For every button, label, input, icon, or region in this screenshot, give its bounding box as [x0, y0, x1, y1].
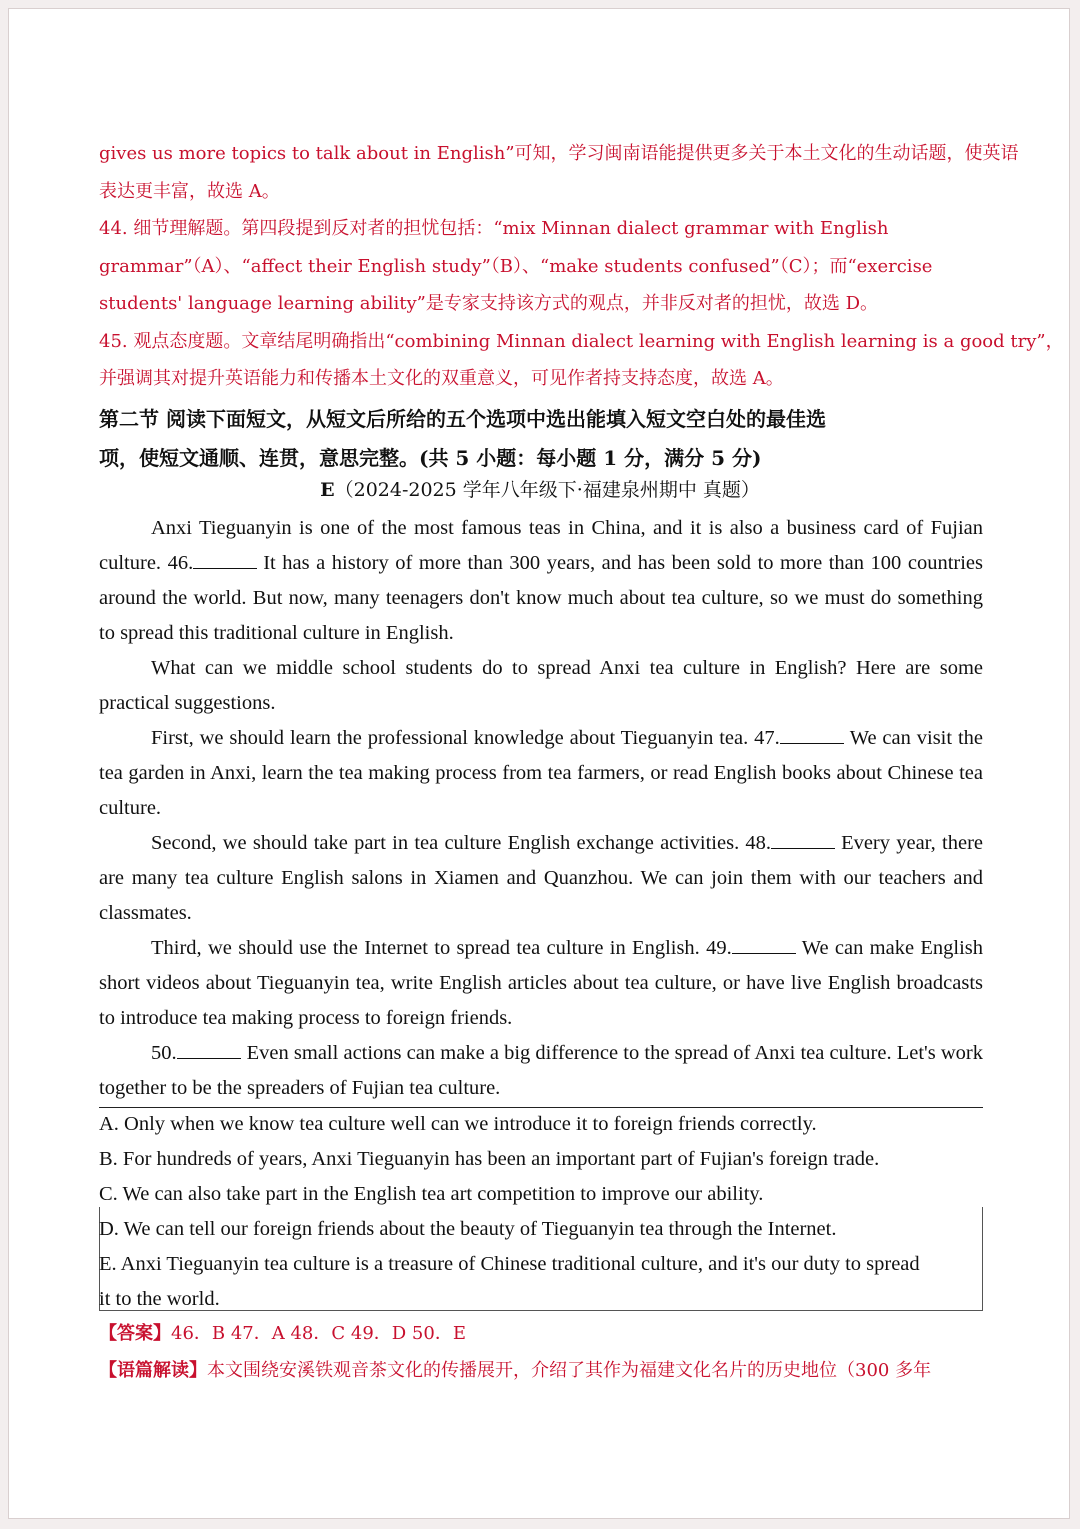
- exam-page: [8, 8, 1070, 1519]
- passage-analysis: [99, 1359, 999, 1383]
- answer-text: 46．B 47．A 48．C 49．D 50．E: [171, 1323, 466, 1344]
- passage-paragraph-2: What can we middle school students do to spread Anxi tea culture in English? Here are some practical suggestions.: [99, 657, 983, 714]
- explanation-43-line1: gives us more topics to talk about in English”可知，学习闽南语能提供更多关于本土文化的生动话题，使英语: [99, 143, 1019, 164]
- explanation-44-line2: grammar”（A）、“affect their English study”（B）、“make students confused”（C）；而“exercise: [99, 256, 933, 277]
- explanation-45-line2: 并强调其对提升英语能力和传播本土文化的双重意义，可见作者持支持态度，故选 A。: [99, 368, 784, 389]
- analysis-text: 本文围绕安溪铁观音茶文化的传播展开，介绍了其作为福建文化名片的历史地位（300 多年: [207, 1360, 932, 1381]
- blank-49: [732, 935, 796, 954]
- explanation-44-line3: students' language learning ability”是专家支持该方式的观点，并非反对者的担忧，故选 D。: [99, 293, 879, 314]
- passage-title: [9, 477, 1070, 503]
- passage-paragraph-3: First, we should learn the professional knowledge about Tieguanyin tea. 47. We can visit the tea garden in Anxi, learn the tea making process from tea farmers, or read English books about Chinese tea culture.: [99, 727, 983, 819]
- blank-48: [771, 830, 835, 849]
- section-heading-line2: 项，使短文通顺、连贯，意思完整。(共 5 小题：每小题 1 分，满分 5 分): [99, 446, 762, 470]
- option-c: C. We can also take part in the English tea art competition to improve our ability.: [99, 1183, 764, 1205]
- passage-paragraph-5: Third, we should use the Internet to spread tea culture in English. 49. We can make English short videos about Tieguanyin tea, write English articles about tea culture, or have live English broadcasts to introduce tea making process to foreign friends.: [99, 937, 984, 1029]
- option-b: B. For hundreds of years, Anxi Tieguanyin has been an important part of Fujian's foreign trade.: [99, 1148, 880, 1170]
- explanation-45-line1: 45. 观点态度题。文章结尾明确指出“combining Minnan dialect learning with English learning is a good try”，: [99, 331, 1064, 352]
- explanation-44-line1: 44. 细节理解题。第四段提到反对者的担忧包括：“mix Minnan dialect grammar with English: [99, 218, 889, 239]
- passage-letter: E: [320, 479, 335, 501]
- explanation-43-line2: 表达更丰富，故选 A。: [99, 181, 280, 202]
- blank-46: [193, 550, 257, 569]
- option-a: A. Only when we know tea culture well can we introduce it to foreign friends correctly.: [99, 1113, 817, 1135]
- blank-50: [177, 1040, 241, 1059]
- section-heading-line1: 第二节 阅读下面短文，从短文后所给的五个选项中选出能填入短文空白处的最佳选: [99, 407, 826, 431]
- passage-paragraph-6: 50. Even small actions can make a big difference to the spread of Anxi tea culture. Let's work together to be the spreaders of Fujian tea culture.: [99, 1042, 983, 1099]
- analysis-tag: 【语篇解读】: [99, 1360, 207, 1381]
- blank-47: [780, 725, 844, 744]
- option-d: D. We can tell our foreign friends about the beauty of Tieguanyin tea through the Internet.: [99, 1218, 837, 1240]
- option-e-line2: it to the world.: [99, 1288, 220, 1310]
- answer-tag: 【答案】: [99, 1323, 171, 1344]
- passage-source: （2024-2025 学年八年级下·福建泉州期中 真题）: [334, 479, 760, 501]
- passage-paragraph-1: Anxi Tieguanyin is one of the most famous teas in China, and it is also a business card of Fujian culture. 46. It has a history of more than 300 years, and has been sold to more than 100 countries around the world. But now, many teenagers don't know much about tea culture, so we must do something to spread this traditional culture in English.: [99, 517, 983, 644]
- option-e-line1: E. Anxi Tieguanyin tea culture is a treasure of Chinese traditional culture, and it's our duty to spread: [99, 1253, 920, 1275]
- passage-paragraph-4: Second, we should take part in tea culture English exchange activities. 48. Every year, there are many tea culture English salons in Xiamen and Quanzhou. We can join them with our teachers and classmates.: [99, 832, 984, 924]
- answer-key: [99, 1322, 999, 1346]
